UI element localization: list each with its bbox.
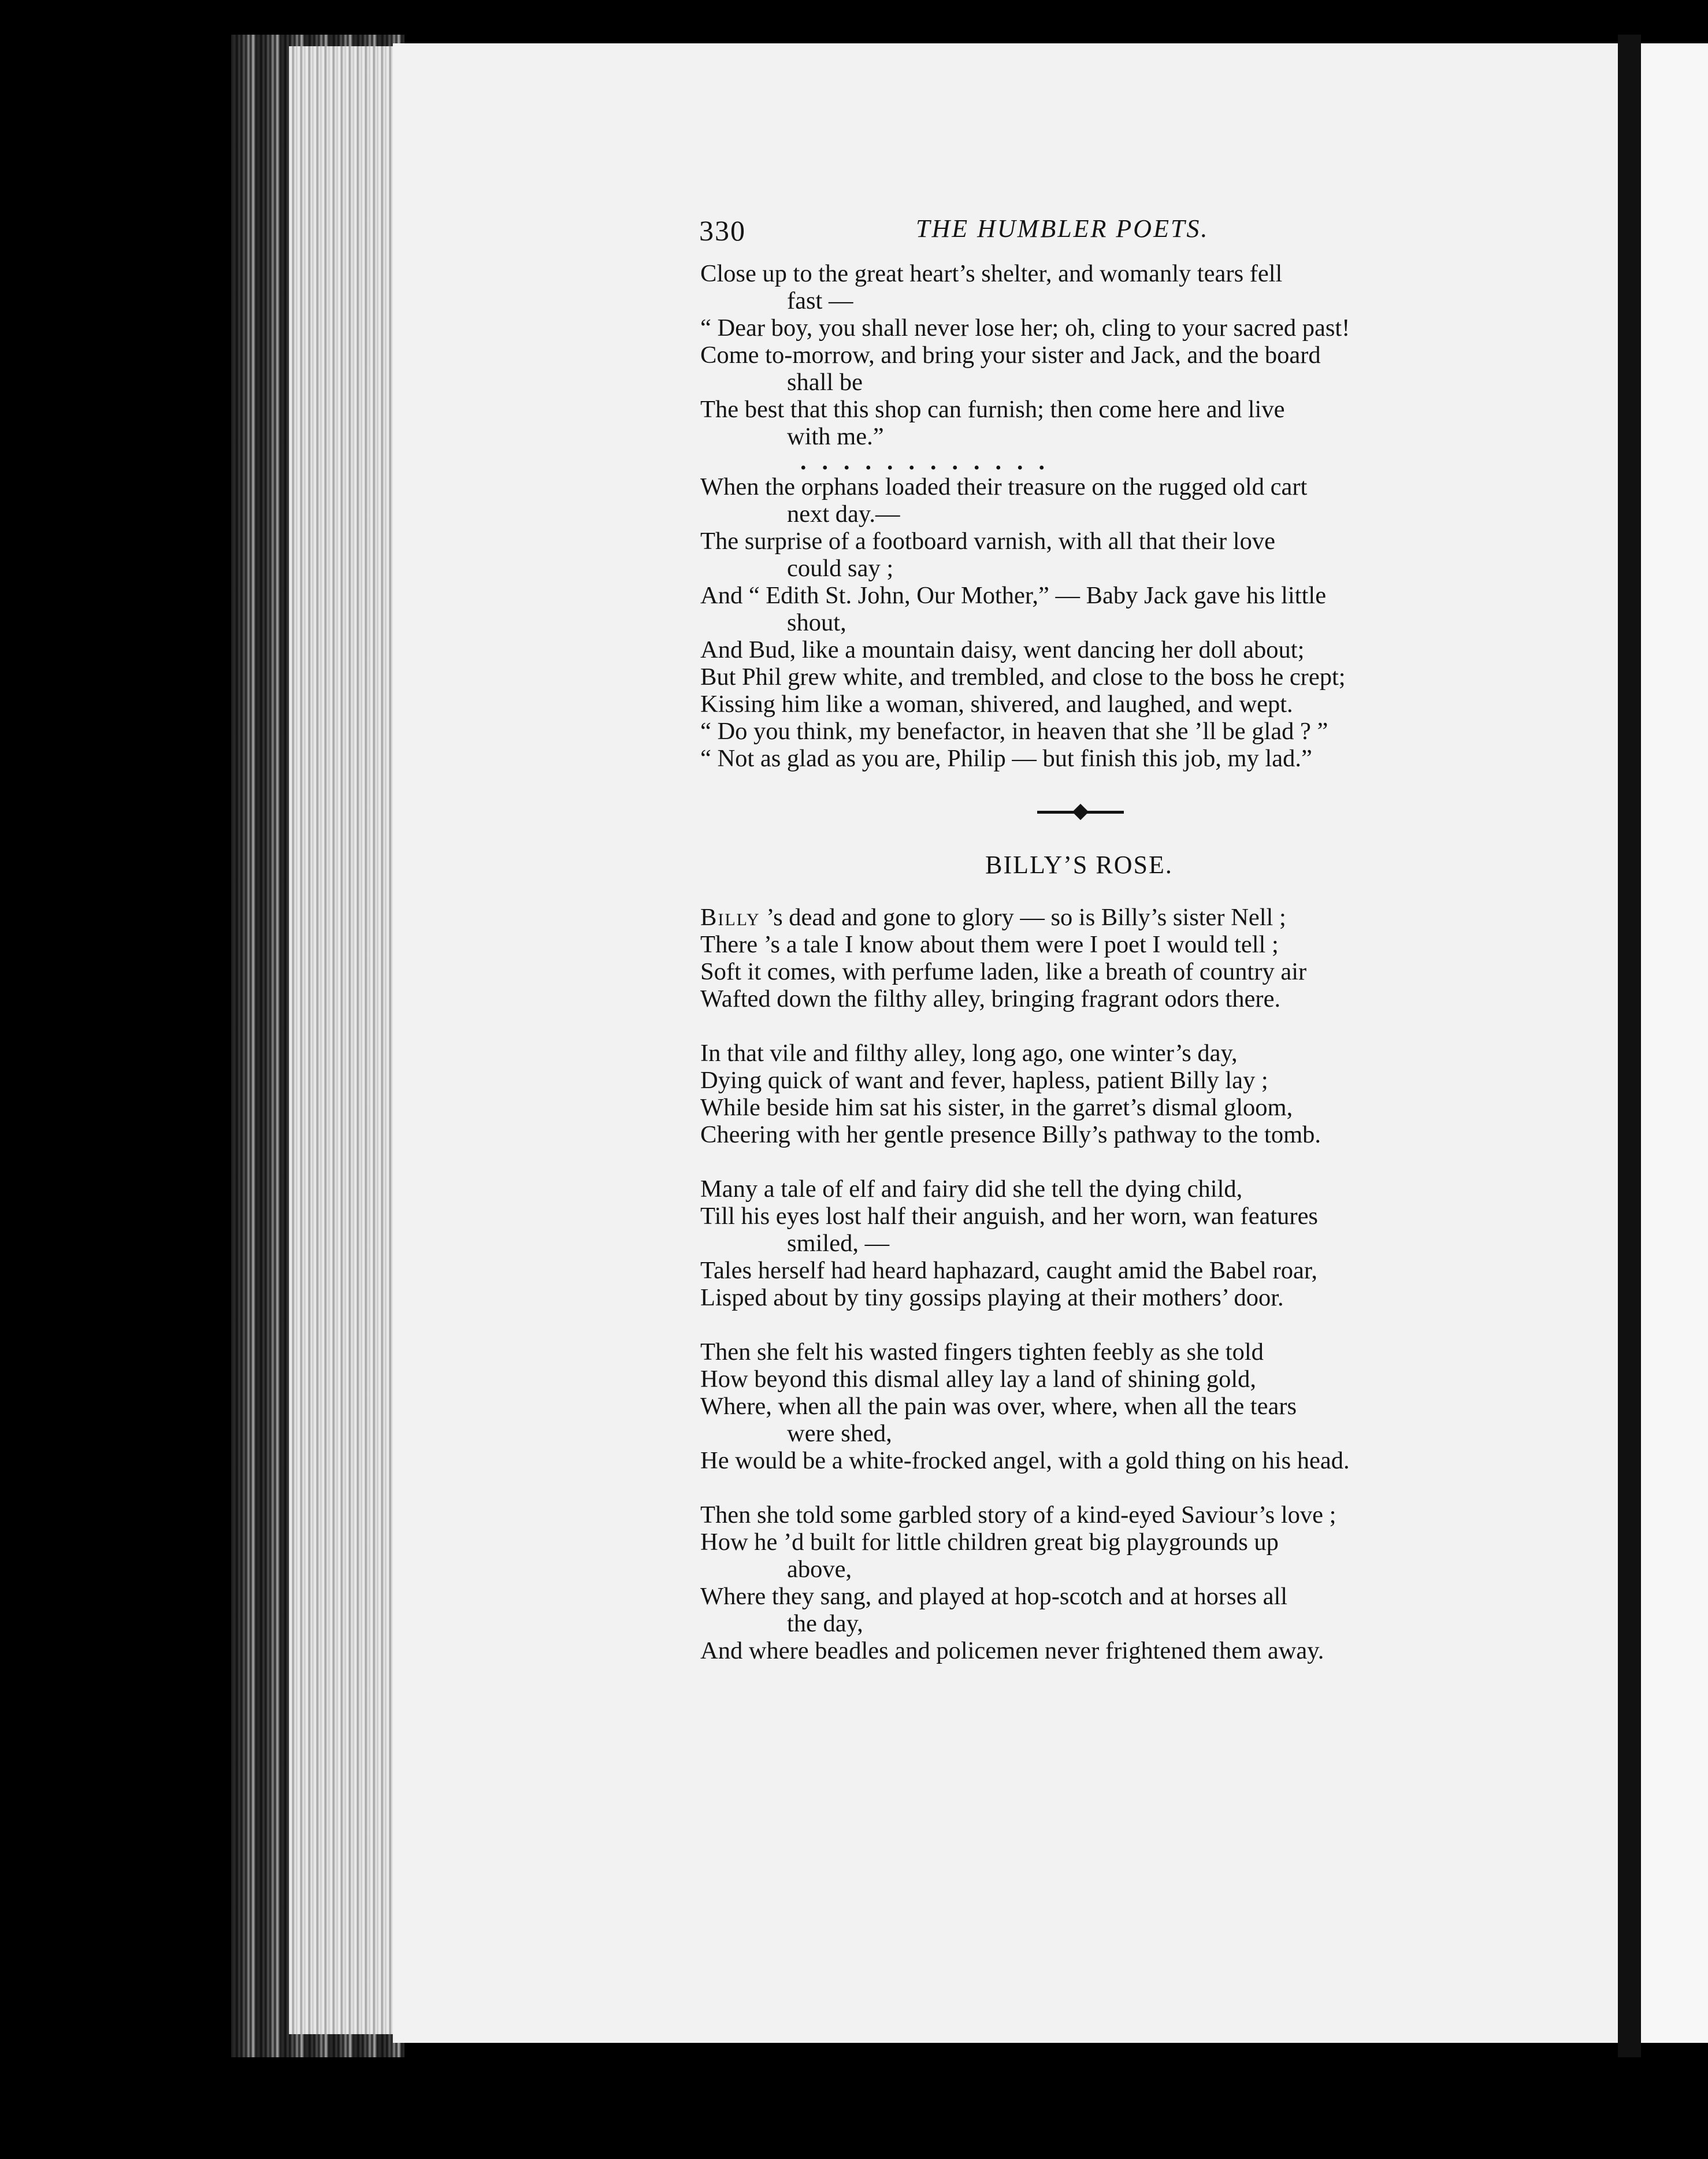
stanza-gap bbox=[699, 1311, 1491, 1338]
ornament-divider bbox=[699, 792, 1491, 833]
book-page-edges-light bbox=[289, 46, 393, 2034]
verse-line: Then she told some garbled story of a kind-eyed Saviour’s love ; bbox=[700, 1501, 1336, 1529]
verse-line: Kissing him like a woman, shivered, and laughed, and wept. bbox=[700, 691, 1293, 718]
verse-line: were shed, bbox=[787, 1420, 892, 1447]
verse-line: the day, bbox=[787, 1610, 863, 1637]
stanza-5 bbox=[699, 1501, 1491, 1664]
verse-line: “ Dear boy, you shall never lose her; oh, cling to your sacred past! bbox=[700, 314, 1350, 342]
running-head: THE HUMBLER POETS. bbox=[916, 214, 1209, 243]
book-gutter bbox=[1618, 35, 1641, 2057]
poem-continuation-top bbox=[699, 260, 1491, 450]
verse-line: And Bud, like a mountain daisy, went dancing her doll about; bbox=[700, 636, 1305, 663]
verse-line: How beyond this dismal alley lay a land of shining gold, bbox=[700, 1366, 1257, 1393]
verse-line: The surprise of a footboard varnish, with all that their love bbox=[700, 528, 1275, 555]
verse-line: Tales herself had heard haphazard, caught amid the Babel roar, bbox=[700, 1257, 1317, 1284]
page-number: 330 bbox=[699, 214, 746, 247]
poem-title: BILLY’S ROSE. bbox=[985, 851, 1173, 879]
verse-line: Where they sang, and played at hop-scotch and at horses all bbox=[700, 1583, 1288, 1610]
verse-line: smiled, — bbox=[787, 1230, 890, 1257]
verse-line: next day.— bbox=[787, 500, 900, 528]
stanza-1 bbox=[699, 904, 1491, 1012]
verse-line bbox=[700, 904, 1491, 931]
verse-line: But Phil grew white, and trembled, and close to the boss he crept; bbox=[700, 663, 1346, 691]
page-header bbox=[699, 214, 1491, 260]
verse-line: In that vile and filthy alley, long ago, one winter’s day, bbox=[700, 1040, 1238, 1067]
verse-line: How he ’d built for little children great big playgrounds up bbox=[700, 1529, 1279, 1556]
stanza-4 bbox=[699, 1338, 1491, 1474]
verse-line: shall be bbox=[787, 369, 863, 396]
verse-line: When the orphans loaded their treasure on the rugged old cart bbox=[700, 473, 1308, 500]
verse-line: Come to-morrow, and bring your sister and Jack, and the board bbox=[700, 342, 1321, 369]
verse-line: could say ; bbox=[787, 555, 894, 582]
verse-line: He would be a white-frocked angel, with a gold thing on his head. bbox=[700, 1447, 1350, 1474]
verse-line: And “ Edith St. John, Our Mother,” — Baby Jack gave his little bbox=[700, 582, 1327, 609]
verse-line: The best that this shop can furnish; then come here and live bbox=[700, 396, 1285, 423]
stanza-gap bbox=[699, 1474, 1491, 1501]
stanza-gap bbox=[699, 1148, 1491, 1175]
drop-word: Billy bbox=[700, 904, 760, 931]
verse-line: “ Do you think, my benefactor, in heaven that she ’ll be glad ? ” bbox=[700, 718, 1328, 745]
verse-line: Dying quick of want and fever, hapless, patient Billy lay ; bbox=[700, 1067, 1268, 1094]
verse-line: While beside him sat his sister, in the garret’s dismal gloom, bbox=[700, 1094, 1293, 1121]
stanza-gap bbox=[699, 1012, 1491, 1040]
verse-line: Many a tale of elf and fairy did she tell the dying child, bbox=[700, 1175, 1243, 1203]
verse-line: shout, bbox=[787, 609, 846, 636]
verse-line: above, bbox=[787, 1556, 852, 1583]
verse-line: Close up to the great heart’s shelter, and womanly tears fell bbox=[700, 260, 1283, 287]
verse-line: And where beadles and policemen never frightened them away. bbox=[700, 1637, 1324, 1664]
stanza-2 bbox=[699, 1040, 1491, 1148]
verse-line: Lisped about by tiny gossips playing at their mothers’ door. bbox=[700, 1284, 1284, 1311]
verse-line: with me.” bbox=[787, 423, 884, 450]
verse-line: There ’s a tale I know about them were I poet I would tell ; bbox=[700, 931, 1279, 958]
verse-line: Soft it comes, with perfume laden, like a breath of country air bbox=[700, 958, 1307, 985]
verse-line: “ Not as glad as you are, Philip — but finish this job, my lad.” bbox=[700, 745, 1312, 772]
page-content bbox=[699, 214, 1491, 1664]
facing-page bbox=[1641, 43, 1708, 2043]
verse-line: Cheering with her gentle presence Billy’s pathway to the tomb. bbox=[700, 1121, 1321, 1148]
poem-continuation-bottom bbox=[699, 473, 1491, 772]
section-break-dots: ............ bbox=[800, 448, 1060, 475]
verse-line: fast — bbox=[787, 287, 853, 314]
verse-line: Where, when all the pain was over, where, when all the tears bbox=[700, 1393, 1297, 1420]
verse-line: Till his eyes lost half their anguish, and her worn, wan features bbox=[700, 1203, 1318, 1230]
verse-line-rest: ’s dead and gone to glory — so is Billy’s sister Nell ; bbox=[760, 904, 1286, 931]
ornament-diamond-icon bbox=[1072, 804, 1089, 820]
verse-line: Then she felt his wasted fingers tighten feebly as she told bbox=[700, 1338, 1264, 1366]
stanza-3 bbox=[699, 1175, 1491, 1311]
verse-line: Wafted down the filthy alley, bringing fragrant odors there. bbox=[700, 985, 1281, 1012]
